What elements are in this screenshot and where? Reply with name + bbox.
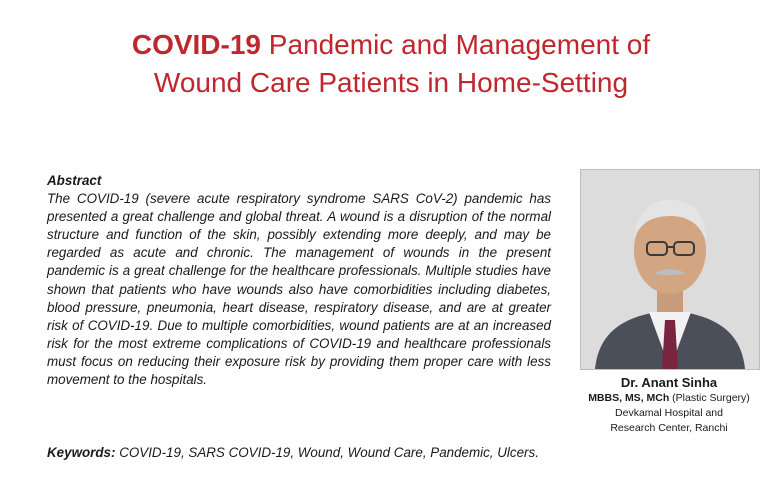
title-rest: Pandemic and Management of [261, 29, 651, 60]
author-affiliation-line-1: Devkamal Hospital and [615, 407, 723, 419]
keywords-text: COVID-19, SARS COVID-19, Wound, Wound Care, Pandemic, Ulcers. [115, 445, 539, 460]
author-affiliation-line-2: Research Center, Ranchi [610, 422, 728, 434]
author-info [578, 374, 760, 436]
title-highlight: COVID-19 [131, 29, 261, 60]
author-credentials [578, 391, 760, 406]
keywords-section [47, 444, 567, 462]
article-title [0, 26, 782, 102]
title-line-2: Wound Care Patients in Home-Setting [153, 67, 629, 98]
author-portrait-illustration [581, 170, 759, 369]
author-photo [580, 169, 760, 370]
abstract-heading: Abstract [47, 173, 102, 188]
author-degrees: MBBS, MS, MCh [588, 392, 670, 404]
author-specialty: (Plastic Surgery) [669, 392, 750, 404]
author-name: Dr. Anant Sinha [620, 375, 718, 390]
abstract-body: The COVID-19 (severe acute respiratory syndrome SARS CoV-2) pandemic has presented a great challenge and global threat. A wound is a disruption of the normal structure and function of the skin, possibly extending more deeply, and may be regarded as acute and chronic. The management of wounds in the present pandemic is a great challenge for the healthcare professionals. Multiple studies have shown that patients who have wounds also have comorbidities including diabetes, blood pressure, pneumonia, heart disease, respiratory disease, and are at greater risk of COVID-19. Due to multiple comorbidities, wound patients are at an increased risk for the most extreme complications of COVID-19 and healthcare professionals must focus on reducing their exposure risk by providing them proper care with less movement to the hospitals. [47, 191, 551, 388]
abstract-section [47, 172, 551, 389]
keywords-label: Keywords: [47, 445, 116, 460]
